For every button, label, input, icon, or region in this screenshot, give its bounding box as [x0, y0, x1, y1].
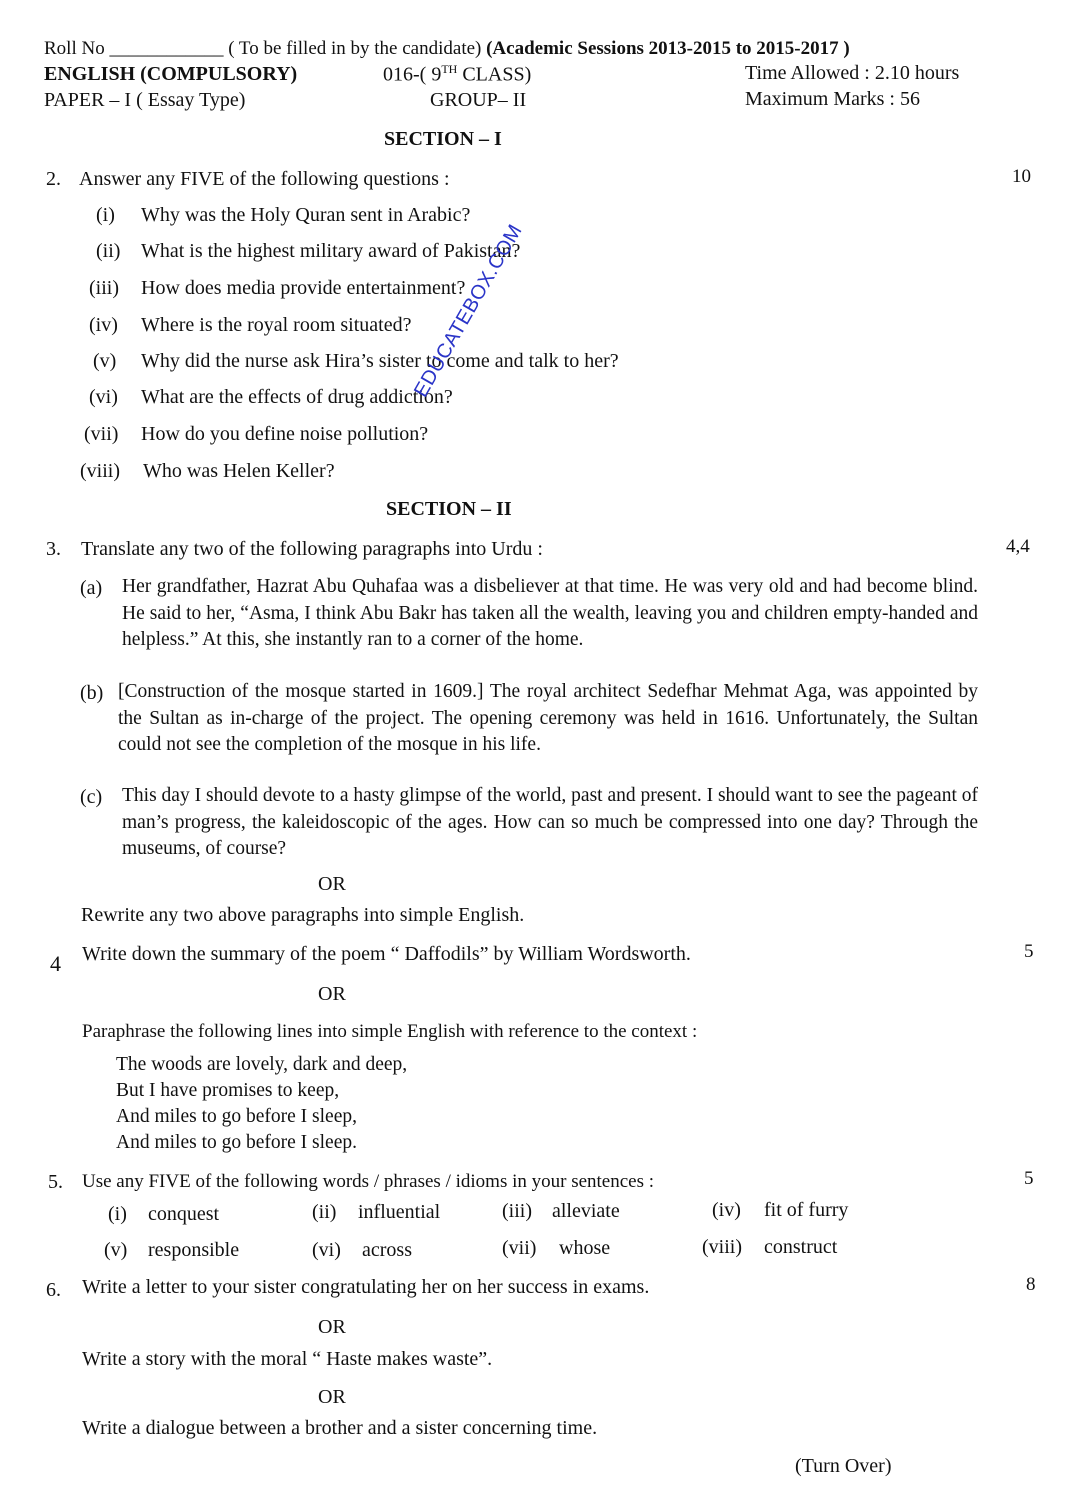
question-2-number: 2. — [46, 168, 61, 190]
item-number: (ii) — [96, 240, 121, 262]
poem-line: And miles to go before I sleep, — [116, 1106, 357, 1127]
word-item — [502, 1200, 620, 1223]
roll-no-label: Roll No — [44, 38, 105, 59]
item-text: How does media provide entertainment? — [141, 277, 466, 299]
word-number: (vii) — [502, 1237, 537, 1259]
word-number: (vi) — [312, 1239, 341, 1261]
paper-type: PAPER – I ( Essay Type) — [44, 89, 246, 111]
turn-over: (Turn Over) — [795, 1455, 892, 1477]
word-text: conquest — [148, 1203, 220, 1225]
word-item — [312, 1201, 440, 1224]
word-text: whose — [559, 1237, 611, 1259]
item-text: What is the highest military award of Pakistan? — [141, 240, 521, 262]
question-3-number: 3. — [46, 538, 61, 560]
watermark: EDUCATEBOX.COM — [410, 220, 527, 401]
list-item — [89, 386, 453, 409]
roll-no-note: ( To be filled in by the candidate) — [228, 38, 482, 59]
word-text: construct — [764, 1236, 838, 1258]
word-item — [312, 1239, 412, 1262]
poem-line: But I have promises to keep, — [116, 1080, 340, 1101]
question-6-alternative-1: Write a story with the moral “ Haste makes waste”. — [82, 1348, 493, 1370]
list-item — [80, 460, 335, 483]
item-number: (iii) — [89, 277, 119, 299]
word-text: across — [362, 1239, 412, 1261]
question-2-instruction: Answer any FIVE of the following questions : — [79, 168, 450, 190]
list-item — [96, 204, 470, 227]
question-4-number: 4 — [50, 951, 61, 976]
paragraph-b: [Construction of the mosque started in 1609.] The royal architect Sedefhar Mehmat Aga, was appointed by the Sultan as in-charge of the project. The opening ceremony was held in 1616. Unfortunately, the Sultan could not see the completion of the mosque in his life. — [118, 681, 978, 755]
word-item — [502, 1237, 610, 1260]
roll-no-line — [44, 38, 850, 60]
word-number: (viii) — [702, 1236, 742, 1258]
academic-sessions: (Academic Sessions 2013-2015 to 2015-2017 ) — [486, 38, 850, 59]
list-item — [96, 240, 520, 263]
question-6-number: 6. — [46, 1279, 61, 1301]
word-number: (i) — [108, 1203, 127, 1225]
paragraph-b-label: (b) — [80, 682, 104, 704]
section-2-title: SECTION – II — [386, 498, 512, 520]
paragraph-a-label: (a) — [80, 577, 103, 599]
item-text: Where is the royal room situated? — [141, 314, 412, 336]
item-number: (i) — [96, 204, 115, 226]
section-1-title: SECTION – I — [384, 128, 502, 150]
question-2-marks: 10 — [1012, 166, 1031, 187]
item-text: Why did the nurse ask Hira’s sister to come and talk to her? — [141, 350, 619, 372]
question-5-marks: 5 — [1024, 1168, 1034, 1189]
item-text: Who was Helen Keller? — [143, 460, 335, 482]
question-6-alternative-2: Write a dialogue between a brother and a sister concerning time. — [82, 1417, 598, 1439]
word-text: responsible — [148, 1239, 240, 1261]
question-4-alternative: Paraphrase the following lines into simple English with reference to the context : — [82, 1021, 698, 1042]
item-text: What are the effects of drug addiction? — [141, 386, 453, 408]
list-item — [84, 423, 428, 446]
item-text: Why was the Holy Quran sent in Arabic? — [141, 204, 471, 226]
word-number: (v) — [104, 1239, 128, 1261]
paragraph-a: Her grandfather, Hazrat Abu Quhafaa was a disbeliever at that time. He was very old and had become blind. He said to her, “Asma, I think Abu Bakr has taken all the wealth, leaving you and children empty-handed and helpless.” At this, she instantly ran to a corner of the home. — [122, 576, 978, 650]
item-text: How do you define noise pollution? — [141, 423, 429, 445]
question-4-marks: 5 — [1024, 941, 1034, 962]
question-3-alternative: Rewrite any two above paragraphs into simple English. — [81, 904, 525, 926]
time-allowed: Time Allowed : 2.10 hours — [745, 62, 960, 84]
maximum-marks: Maximum Marks : 56 — [745, 88, 920, 110]
paragraph-c-label: (c) — [80, 786, 103, 808]
or-separator: OR — [318, 983, 346, 1005]
or-separator: OR — [318, 873, 346, 895]
question-6-text: Write a letter to your sister congratulating her on her success in exams. — [82, 1276, 650, 1298]
item-number: (vii) — [84, 423, 119, 445]
or-separator: OR — [318, 1386, 346, 1408]
list-item — [93, 350, 619, 373]
item-number: (iv) — [89, 314, 118, 336]
word-item — [108, 1203, 219, 1226]
word-item — [702, 1236, 837, 1259]
word-text: fit of furry — [764, 1199, 849, 1221]
poem-line: The woods are lovely, dark and deep, — [116, 1054, 408, 1075]
question-3-marks: 4,4 — [1006, 536, 1030, 557]
or-separator: OR — [318, 1316, 346, 1338]
item-number: (viii) — [80, 460, 120, 482]
list-item — [89, 314, 411, 337]
word-number: (iv) — [712, 1199, 741, 1221]
question-5-instruction: Use any FIVE of the following words / phrases / idioms in your sentences : — [82, 1171, 655, 1192]
paper-code: 016-( 9TH CLASS) — [383, 62, 532, 86]
question-4-text: Write down the summary of the poem “ Daffodils” by William Wordsworth. — [82, 943, 691, 965]
subject-title: ENGLISH (COMPULSORY) — [44, 63, 298, 85]
group-label: GROUP– II — [430, 89, 527, 111]
word-item — [712, 1199, 848, 1222]
word-number: (iii) — [502, 1200, 532, 1222]
item-number: (v) — [93, 350, 117, 372]
item-number: (vi) — [89, 386, 118, 408]
question-5-number: 5. — [48, 1171, 63, 1193]
question-6-marks: 8 — [1026, 1274, 1036, 1295]
list-item — [89, 277, 465, 300]
question-3-instruction: Translate any two of the following paragraphs into Urdu : — [81, 538, 543, 560]
word-item — [104, 1239, 239, 1262]
paragraph-c: This day I should devote to a hasty glimpse of the world, past and present. I should want to see the pageant of man’s progress, the kaleidoscopic of the ages. How can so much be compressed into one day? Through the museums, of course? — [122, 785, 978, 859]
roll-no-blank: ____________ — [109, 38, 224, 59]
poem-line: And miles to go before I sleep. — [116, 1132, 357, 1153]
word-text: alleviate — [552, 1200, 620, 1222]
word-number: (ii) — [312, 1201, 337, 1223]
word-text: influential — [358, 1201, 441, 1223]
